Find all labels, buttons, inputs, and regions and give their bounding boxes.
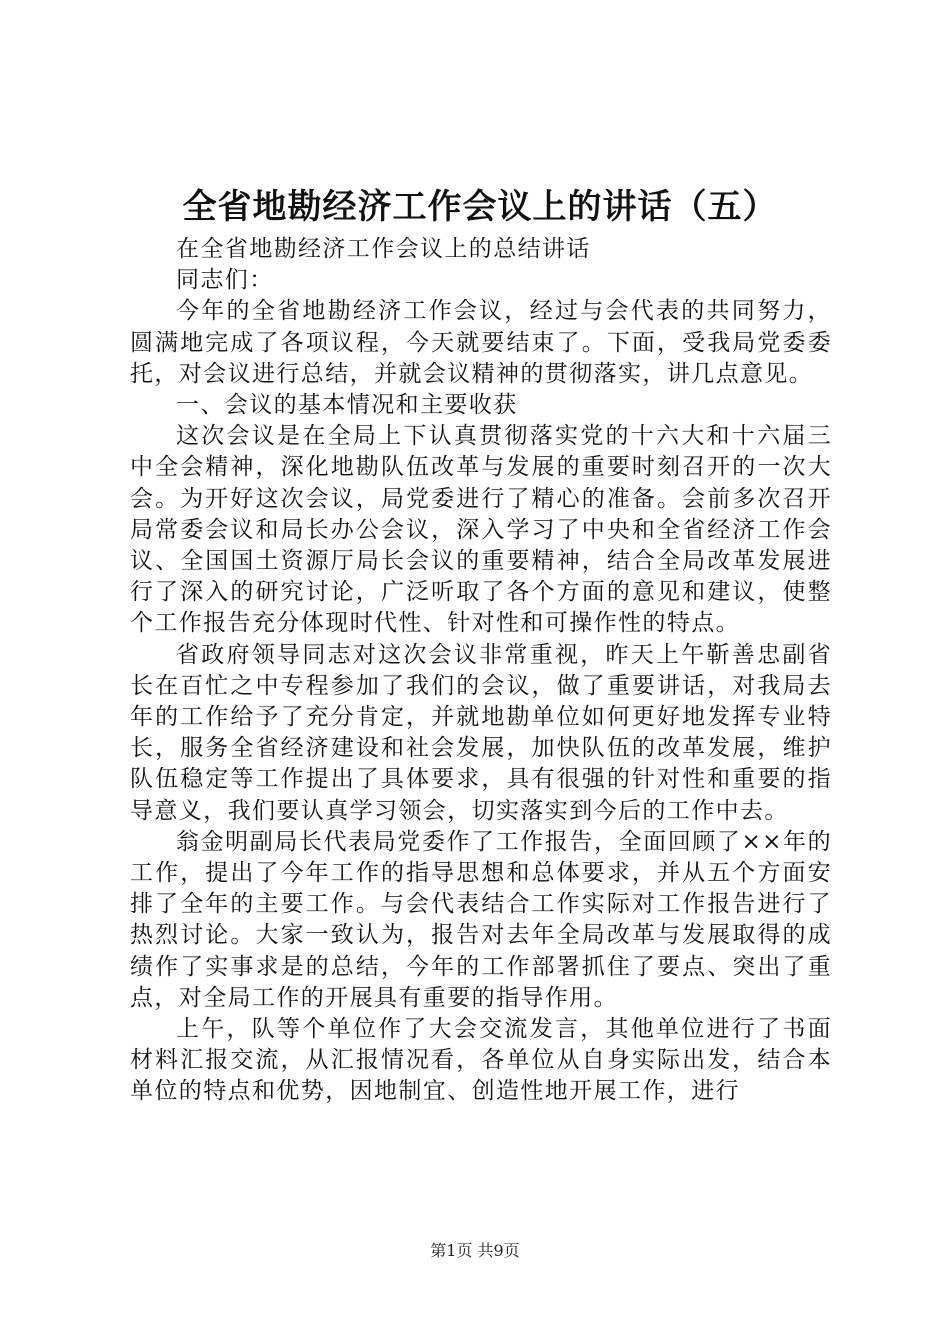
document-body [130,234,832,1108]
body-paragraph: 上午，队等个单位作了大会交流发言，其他单位进行了书面材料汇报交流，从汇报情况看，各单位从自身实际出发，结合本单位的特点和优势，因地制宜、创造性地开展工作，进行 [130,1016,832,1105]
page-footer: 第1页 共9页 [430,1241,520,1260]
body-paragraph: 翁金明副局长代表局党委作了工作报告，全面回顾了××年的工作，提出了今年工作的指导思想和总体要求，并从五个方面安排了全年的主要工作。与会代表结合工作实际对工作报告进行了热烈讨论。大家一致认为，报告对去年全局改革与发展取得的成绩作了实事求是的总结，今年的工作部署抓住了要点、突出了重点，对全局工作的开展具有重要的指导作用。 [130,828,832,1011]
document-title: 全省地勘经济工作会议上的讲话（五） [182,187,778,227]
body-paragraph: 省政府领导同志对这次会议非常重视，昨天上午靳善忠副省长在百忙之中专程参加了我们的会议，做了重要讲话，对我局去年的工作给予了充分肯定，并就地勘单位如何更好地发挥专业特长，服务全省经济建设和社会发展，加快队伍的改革发展，维护队伍稳定等工作提出了具体要求，具有很强的针对性和重要的指导意义，我们要认真学习领会，切实落实到今后的工作中去。 [130,641,832,824]
salutation-paragraph: 同志们： [176,267,274,294]
body-paragraph: 今年的全省地勘经济工作会议，经过与会代表的共同努力，圆满地完成了各项议程，今天就要结束了。下面，受我局党委委托，对会议进行总结，并就会议精神的贯彻落实，讲几点意见。 [130,298,832,387]
subtitle-paragraph: 在全省地勘经济工作会议上的总结讲话 [176,236,591,262]
body-paragraph: 这次会议是在全局上下认真贯彻落实党的十六大和十六届三中全会精神，深化地勘队伍改革与发展的重要时刻召开的一次大会。为开好这次会议，局党委进行了精心的准备。会前多次召开局常委会议和局长办公会议，深入学习了中央和全省经济工作会议、全国国土资源厅局长会议的重要精神，结合全局改革发展进行了深入的研究讨论，广泛听取了各个方面的意见和建议，使整个工作报告充分体现时代性、针对性和可操作性的特点。 [130,423,832,637]
section-heading: 一、会议的基本情况和主要收获 [176,392,518,419]
